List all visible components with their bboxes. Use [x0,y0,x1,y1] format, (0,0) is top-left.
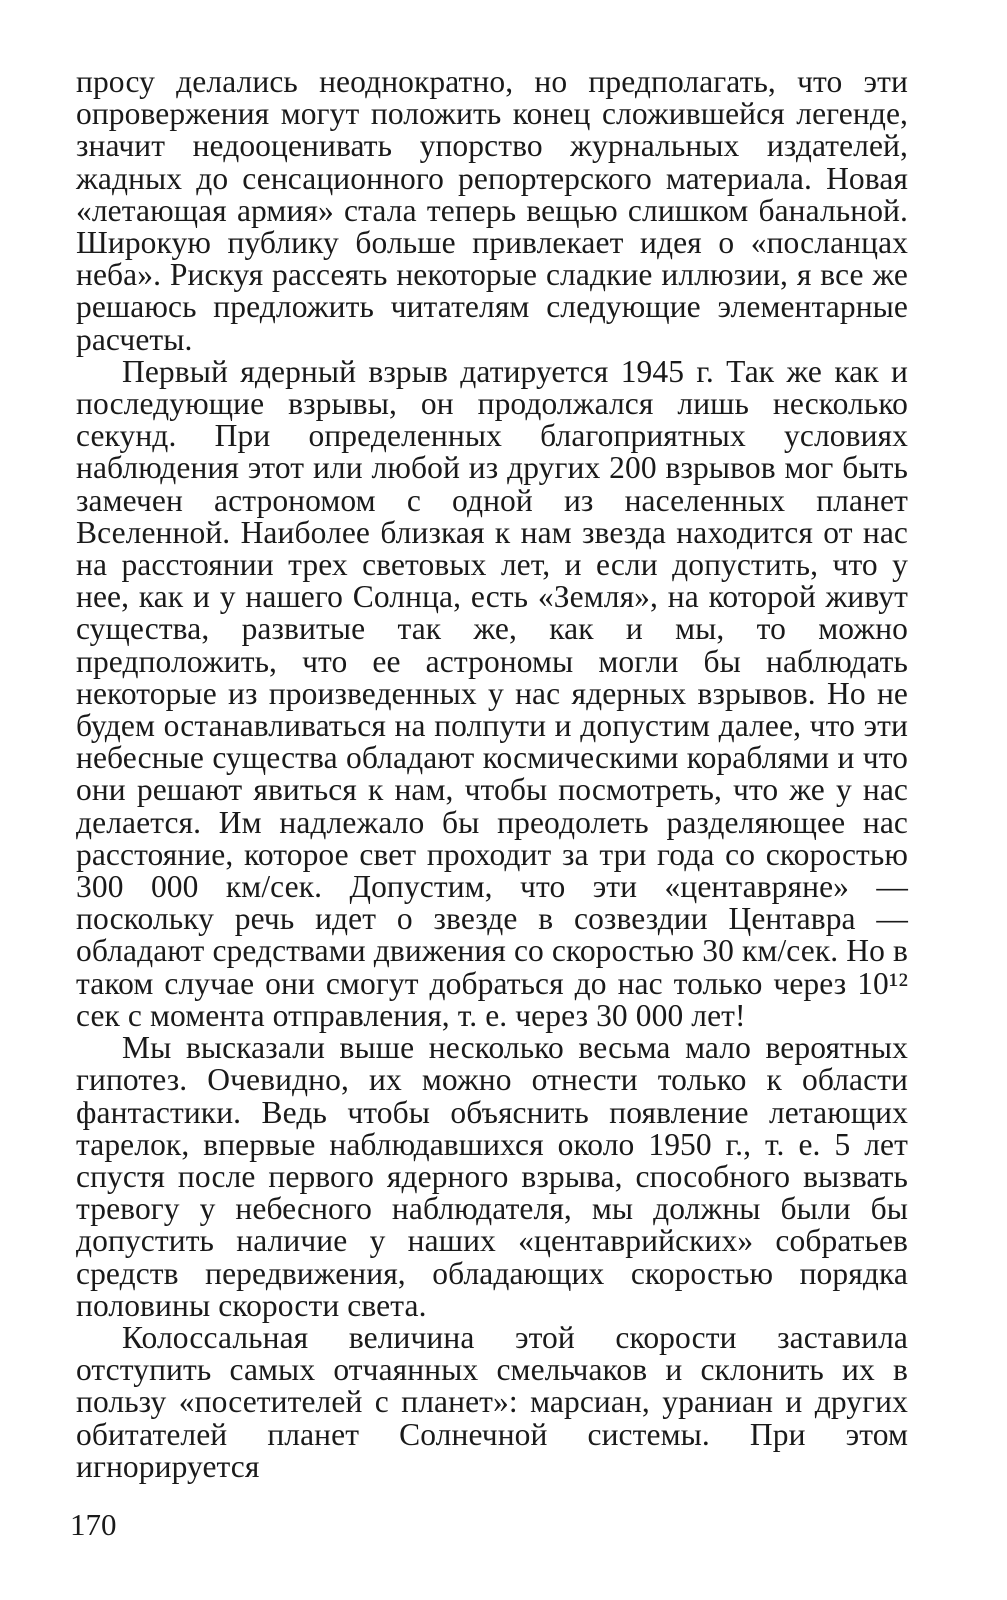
page-number: 170 [70,1507,117,1542]
paragraph-3: Мы высказали выше несколько весьма мало вероятных гипотез. Очевидно, их можно отнести только к области фантастики. Ведь чтобы объяснить появление летающих тарелок, впервые наблюдавшихся около 1950 г., т. е. 5 лет спустя после первого ядерного взрыва, способного вызвать тревогу у небесного наблюдателя, мы должны были бы допустить наличие у наших «центаврийских» собратьев средств передвижения, обладающих скоростью порядка половины скорости света. [76,1030,908,1323]
paragraph-2: Первый ядерный взрыв датируется 1945 г. Так же как и последующие взрывы, он продолжался лишь несколько секунд. При определенных благоприятных условиях наблюдения этот или любой из других 200 взрывов мог быть замечен астрономом с одной из населенных планет Вселенной. Наиболее близкая к нам звезда находится от нас на расстоянии трех световых лет, и если допустить, что у нее, как и у нашего Солнца, есть «Земля», на которой живут существа, развитые так же, как и мы, то можно предположить, что ее астрономы могли бы наблюдать некоторые из произведенных у нас ядерных взрывов. Но не будем останавливаться на полпути и допустим далее, что эти небесные существа обладают космическими кораблями и что они решают явиться к нам, чтобы посмотреть, что же у нас делается. Им надлежало бы преодолеть разделяющее нас расстояние, которое свет проходит за три года со скоростью 300 000 км/сек. Допустим, что эти «центавряне» — поскольку речь идет о звезде в созвездии Центавра — обладают средствами движения со скоростью 30 км/сек. Но в таком случае они смогут добраться до нас только через 10¹² сек с момента отправления, т. е. через 30 000 лет! [76,353,908,1033]
paragraph-4: Колоссальная величина этой скорости заставила отступить самых отчаянных смельчаков и склонить их в пользу «посетителей с планет»: марсиан, ураниан и других обитателей планет Солнечной системы. При этом игнорируется [76,1319,908,1484]
paragraph-1: просу делались неоднократно, но предполагать, что эти опровержения могут положить конец сложившейся легенде, значит недооценивать упорство журнальных издателей, жадных до сенсационного репортерского материала. Новая «летающая армия» стала теперь вещью слишком банальной. Широкую публику больше привлекает идея о «посланцах неба». Рискуя рассеять некоторые сладкие иллюзии, я все же решаюсь предложить читателям следующие элементарные расчеты. [76,64,908,357]
page-body [76,66,908,1483]
